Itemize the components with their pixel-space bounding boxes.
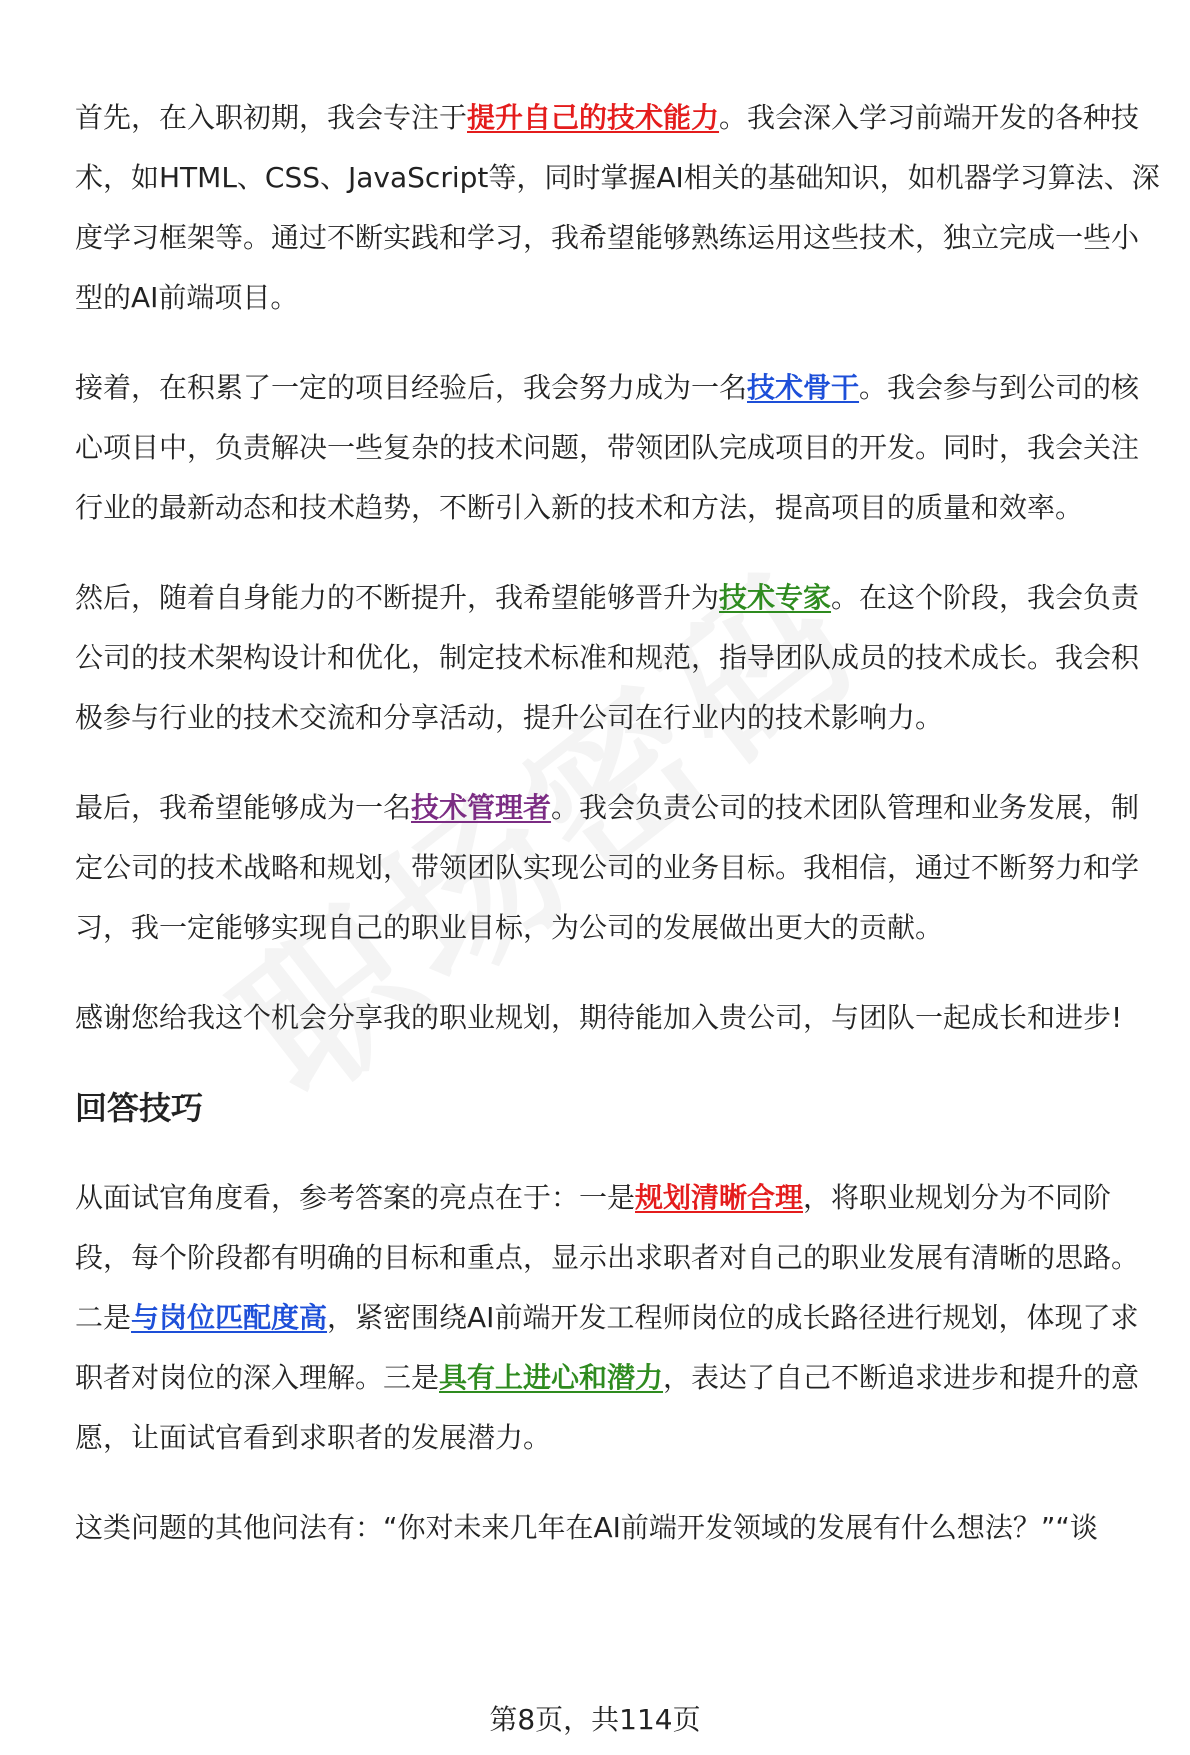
highlight-motivation: 具有上进心和潜力: [439, 1361, 664, 1394]
other-questions-paragraph: 这类问题的其他问法有：“你对未来几年在AI前端开发领域的发展有什么想法？”“谈: [75, 1511, 1098, 1544]
paragraph-3: 然后，随着自身能力的不断提升，我希望能够晋升为技术专家。在这个阶段，我会负责公司的技术架构设计和优化，制定技术标准和规范，指导团队成员的技术成长。我会积极参与行业的技术交流和分享活动，提升公司在行业内的技术影响力。: [75, 581, 1140, 734]
highlight-job-match: 与岗位匹配度高: [131, 1301, 328, 1334]
page-footer: 第8页，共114页: [489, 1703, 701, 1736]
tips-paragraph: 从面试官角度看，参考答案的亮点在于：一是规划清晰合理，将职业规划分为不同阶段，每个阶段都有明确的目标和重点，显示出求职者对自己的职业发展有清晰的思路。二是与岗位匹配度高，紧密围绕AI前端开发工程师岗位的成长路径进行规划，体现了求职者对岗位的深入理解。三是具有上进心和潜力，表达了自己不断追求进步和提升的意愿，让面试官看到求职者的发展潜力。: [75, 1181, 1140, 1454]
document-body: [75, 88, 1165, 1548]
highlight-tech-expert: 技术专家: [719, 581, 832, 614]
highlight-clear-plan: 规划清晰合理: [635, 1181, 804, 1214]
paragraph-5: 感谢您给我这个机会分享我的职业规划，期待能加入贵公司，与团队一起成长和进步!: [75, 1001, 1123, 1034]
highlight-tech-backbone: 技术骨干: [747, 371, 860, 404]
paragraph-2: 接着，在积累了一定的项目经验后，我会努力成为一名技术骨干。我会参与到公司的核心项目中，负责解决一些复杂的技术问题，带领团队完成项目的开发。同时，我会关注行业的最新动态和技术趋势，不断引入新的技术和方法，提高项目的质量和效率。: [75, 371, 1140, 524]
highlight-tech-ability: 提升自己的技术能力: [467, 101, 720, 134]
paragraph-1: 首先，在入职初期，我会专注于提升自己的技术能力。我会深入学习前端开发的各种技术，如HTML、CSS、JavaScript等，同时掌握AI相关的基础知识，如机器学习算法、深度学习框架等。通过不断实践和学习，我希望能够熟练运用这些技术，独立完成一些小型的AI前端项目。: [75, 101, 1160, 314]
section-title: 回答技巧: [75, 1089, 204, 1127]
paragraph-4: 最后，我希望能够成为一名技术管理者。我会负责公司的技术团队管理和业务发展，制定公司的技术战略和规划，带领团队实现公司的业务目标。我相信，通过不断努力和学习，我一定能够实现自己的职业目标，为公司的发展做出更大的贡献。: [75, 791, 1140, 944]
highlight-tech-manager: 技术管理者: [411, 791, 552, 824]
